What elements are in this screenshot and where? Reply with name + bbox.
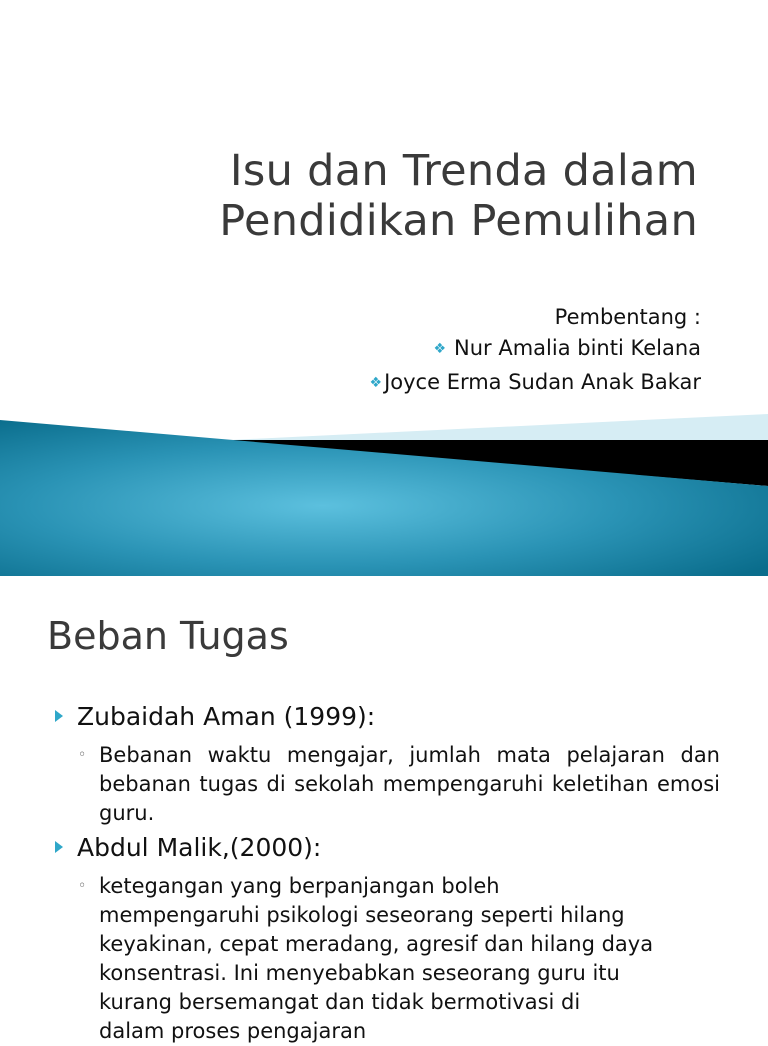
- list-item: [55, 833, 321, 862]
- presenter-item: [141, 367, 701, 401]
- text-line: dalam proses pengajaran: [99, 1019, 367, 1043]
- presenter-name: Nur Amalia binti Kelana: [454, 336, 701, 360]
- diamond-dots-icon: ❖: [433, 341, 447, 357]
- diamond-dots-icon: ❖: [369, 375, 383, 391]
- slide-title: Beban Tugas: [47, 614, 289, 658]
- citation-text: Bebanan waktu mengajar, jumlah mata pelajaran dan bebanan tugas di sekolah mempengaruhi keletihan emosi guru.: [99, 743, 720, 825]
- text-line: kurang bersemangat dan tidak bermotivasi di: [99, 990, 581, 1014]
- text-line: ketegangan yang berpanjangan boleh: [99, 874, 500, 898]
- text-line: mempengaruhi psikologi seseorang seperti hilang: [99, 903, 625, 927]
- triangle-right-icon: [55, 710, 63, 722]
- citation-text: [99, 872, 720, 1046]
- circle-outline-icon: ◦: [78, 878, 87, 894]
- presenter-item: [141, 333, 701, 367]
- list-item: [55, 702, 375, 731]
- title-line-2: Pendidikan Pemulihan: [219, 196, 698, 246]
- decorative-band: [0, 400, 768, 576]
- title-line-1: Isu dan Trenda dalam: [229, 146, 698, 196]
- sub-list-item: [78, 872, 720, 1046]
- citation-heading: Zubaidah Aman (1999):: [77, 702, 376, 731]
- presenter-heading: Pembentang :: [554, 305, 701, 329]
- citation-heading: Abdul Malik,(2000):: [77, 833, 322, 862]
- content-slide: [0, 576, 768, 1043]
- text-line: konsentrasi. Ini menyebabkan seseorang guru itu: [99, 961, 620, 985]
- triangle-right-icon: [55, 841, 63, 853]
- sub-list-item: [78, 741, 720, 828]
- presenters-block: [141, 302, 701, 401]
- circle-outline-icon: ◦: [78, 747, 87, 763]
- slide-title: [58, 146, 698, 246]
- presenter-name: Joyce Erma Sudan Anak Bakar: [384, 370, 701, 394]
- text-line: keyakinan, cepat meradang, agresif dan hilang daya: [99, 932, 654, 956]
